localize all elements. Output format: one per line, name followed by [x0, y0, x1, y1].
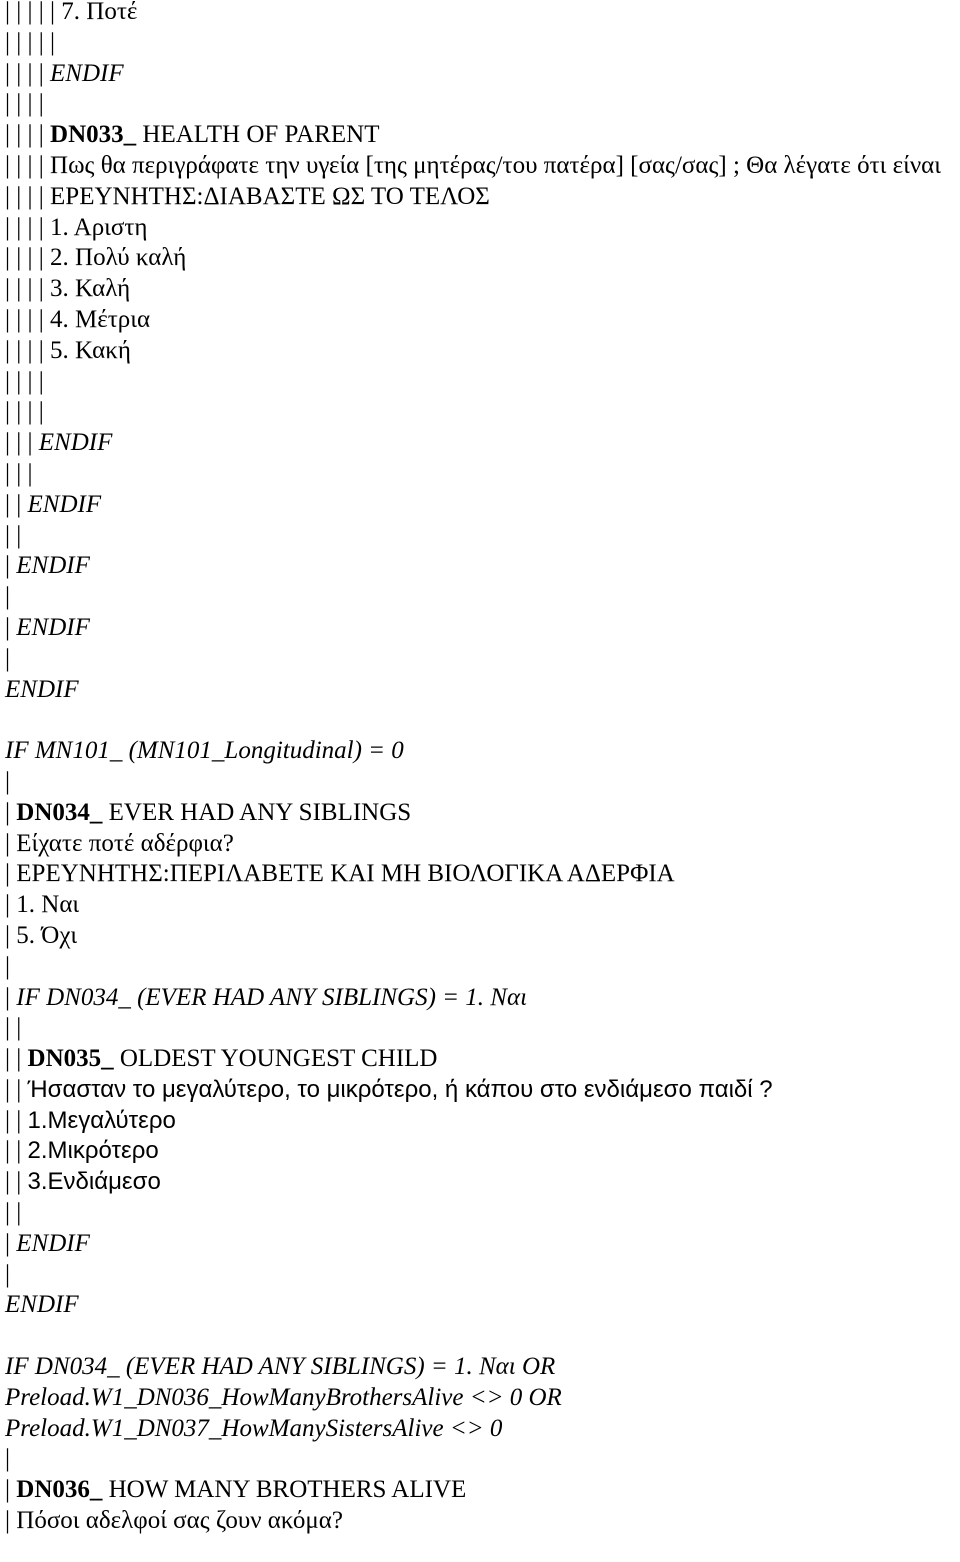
document-line — [5, 1506, 957, 1537]
question-title: OLDEST YOUNGEST CHILD — [113, 1045, 438, 1073]
line-text: 2. Πολύ καλή — [50, 244, 187, 272]
nesting-bars: | | — [5, 1137, 28, 1165]
document-line — [5, 336, 957, 367]
line-text: 1. Ναι — [16, 891, 80, 919]
document-line — [5, 428, 957, 459]
nesting-bars: | — [5, 860, 17, 888]
document-line — [5, 1167, 957, 1198]
line-text: ENDIF — [50, 59, 124, 87]
nesting-bars: | | — [5, 1075, 28, 1103]
blank-line — [5, 459, 957, 490]
line-text: Preload.W1_DN037_HowManySistersAlive <> 0 — [5, 1414, 503, 1442]
nesting-bars: | — [5, 1476, 17, 1504]
question-header-line — [5, 1044, 957, 1075]
blank-line — [5, 89, 957, 120]
line-text: 3.Ενδιάμεσο — [27, 1168, 161, 1196]
nesting-bars: | — [5, 798, 17, 826]
nesting-bars: | | — [5, 1106, 28, 1134]
document-line — [5, 890, 957, 921]
line-text: 3. Καλή — [50, 275, 131, 303]
blank-line — [5, 767, 957, 798]
line-text: Πως θα περιγράφατε την υγεία [της μητέρας/του πατέρα] [σας/σας] ; Θα λέγατε ότι είναι — [50, 151, 941, 179]
nesting-bars: | — [5, 644, 17, 672]
line-text: 4. Μέτρια — [50, 305, 151, 333]
nesting-bars: | | | | — [5, 151, 51, 179]
document-line — [5, 859, 957, 890]
nesting-bars: | | | | — [5, 244, 51, 272]
nesting-bars: | — [5, 1507, 17, 1535]
question-header-line — [5, 798, 957, 829]
question-header-line — [5, 120, 957, 151]
line-text: 1. Αριστη — [50, 213, 148, 241]
nesting-bars: | | | | — [5, 182, 51, 210]
nesting-bars: | | | | — [5, 398, 51, 426]
line-text: ENDIF — [16, 552, 90, 580]
nesting-bars: | — [5, 1229, 17, 1257]
line-text: Ήσασταν το μεγαλύτερο, το μικρότερο, ή κάπου στο ενδιάμεσο παιδί ? — [27, 1075, 773, 1103]
nesting-bars: | | — [5, 1168, 28, 1196]
nesting-bars: | — [5, 1260, 17, 1288]
line-text: ENDIF — [5, 1291, 79, 1319]
nesting-bars: | — [5, 1445, 17, 1473]
line-text: ENDIF — [16, 1229, 90, 1257]
nesting-bars: | — [5, 583, 17, 611]
document-line — [5, 921, 957, 952]
nesting-bars: | — [5, 552, 17, 580]
blank-line — [5, 367, 957, 398]
line-text: IF DN034_ (EVER HAD ANY SIBLINGS) = 1. Ναι OR — [5, 1353, 556, 1381]
blank-line — [5, 582, 957, 613]
line-text: IF DN034_ (EVER HAD ANY SIBLINGS) = 1. Ναι — [16, 983, 528, 1011]
document-line — [5, 829, 957, 860]
nesting-bars: | | — [5, 1199, 28, 1227]
document-line — [5, 59, 957, 90]
blank-line — [5, 952, 957, 983]
nesting-bars: | — [5, 613, 17, 641]
document-line — [5, 983, 957, 1014]
questionnaire-document — [5, 0, 957, 1537]
nesting-bars: | | | | — [5, 275, 51, 303]
nesting-bars: | | | | — [5, 59, 51, 87]
nesting-bars: | | | — [5, 429, 39, 457]
document-line — [5, 1229, 957, 1260]
blank-line — [5, 28, 957, 59]
line-text: 5. Όχι — [16, 921, 78, 949]
blank-line — [5, 1013, 957, 1044]
nesting-bars: | | | | | — [5, 0, 62, 25]
question-header-line — [5, 1475, 957, 1506]
nesting-bars: | | — [5, 1045, 28, 1073]
blank-line — [5, 644, 957, 675]
nesting-bars: | | | | — [5, 336, 51, 364]
nesting-bars: | | | | — [5, 213, 51, 241]
line-text: ΕΡΕΥΝΗΤΗΣ:ΔΙΑΒΑΣΤΕ ΩΣ ΤΟ ΤΕΛΟΣ — [50, 182, 490, 210]
document-line — [5, 1075, 957, 1106]
blank-line — [5, 1321, 957, 1352]
document-line — [5, 1383, 957, 1414]
nesting-bars: | | | | — [5, 121, 51, 149]
question-code: DN036_ — [16, 1476, 103, 1504]
nesting-bars: | | | | — [5, 90, 51, 118]
document-line — [5, 736, 957, 767]
question-title: HOW MANY BROTHERS ALIVE — [102, 1476, 467, 1504]
line-text: 2.Μικρότερο — [27, 1137, 159, 1165]
document-line — [5, 1414, 957, 1445]
nesting-bars: | — [5, 921, 17, 949]
nesting-bars: | — [5, 767, 17, 795]
document-line — [5, 1290, 957, 1321]
nesting-bars: | | | | — [5, 367, 51, 395]
nesting-bars: | — [5, 829, 17, 857]
line-text: Είχατε ποτέ αδέρφια? — [16, 829, 234, 857]
question-code: DN033_ — [50, 121, 137, 149]
blank-line — [5, 705, 957, 736]
line-text: 7. Ποτέ — [61, 0, 138, 25]
line-text: ENDIF — [27, 490, 102, 518]
line-text: ENDIF — [16, 613, 90, 641]
line-text: Πόσοι αδελφοί σας ζουν ακόμα? — [16, 1507, 343, 1535]
nesting-bars: | | — [5, 1014, 28, 1042]
nesting-bars: | | | | — [5, 305, 51, 333]
line-text: ENDIF — [38, 429, 113, 457]
nesting-bars: | | | | | — [5, 28, 62, 56]
document-line — [5, 1136, 957, 1167]
document-line — [5, 1106, 957, 1137]
document-line — [5, 182, 957, 213]
nesting-bars: | | | — [5, 459, 39, 487]
blank-line — [5, 1444, 957, 1475]
line-text: 5. Κακή — [50, 336, 131, 364]
blank-line — [5, 521, 957, 552]
document-line — [5, 151, 957, 182]
nesting-bars: | — [5, 983, 17, 1011]
blank-line — [5, 397, 957, 428]
blank-line — [5, 1260, 957, 1291]
line-text: IF MN101_ (MN101_Longitudinal) = 0 — [5, 737, 404, 765]
nesting-bars: | | — [5, 521, 28, 549]
nesting-bars: | | — [5, 490, 28, 518]
document-line — [5, 1352, 957, 1383]
line-text: 1.Μεγαλύτερο — [27, 1106, 176, 1134]
nesting-bars: | — [5, 952, 17, 980]
document-line — [5, 551, 957, 582]
document-line — [5, 305, 957, 336]
question-code: DN034_ — [16, 798, 103, 826]
document-line — [5, 243, 957, 274]
question-code: DN035_ — [27, 1045, 114, 1073]
blank-line — [5, 1198, 957, 1229]
document-line — [5, 213, 957, 244]
document-line — [5, 675, 957, 706]
question-title: EVER HAD ANY SIBLINGS — [102, 798, 412, 826]
document-line — [5, 490, 957, 521]
document-line — [5, 0, 957, 28]
nesting-bars: | — [5, 891, 17, 919]
line-text: Preload.W1_DN036_HowManyBrothersAlive <> 0 OR — [5, 1383, 562, 1411]
question-title: HEALTH OF PARENT — [136, 121, 380, 149]
document-line — [5, 613, 957, 644]
line-text: ENDIF — [5, 675, 79, 703]
document-line — [5, 274, 957, 305]
line-text: ΕΡΕΥΝΗΤΗΣ:ΠΕΡΙΛΑΒΕΤΕ ΚΑΙ ΜΗ ΒΙΟΛΟΓΙΚΑ ΑΔΕΡΦΙΑ — [16, 860, 675, 888]
